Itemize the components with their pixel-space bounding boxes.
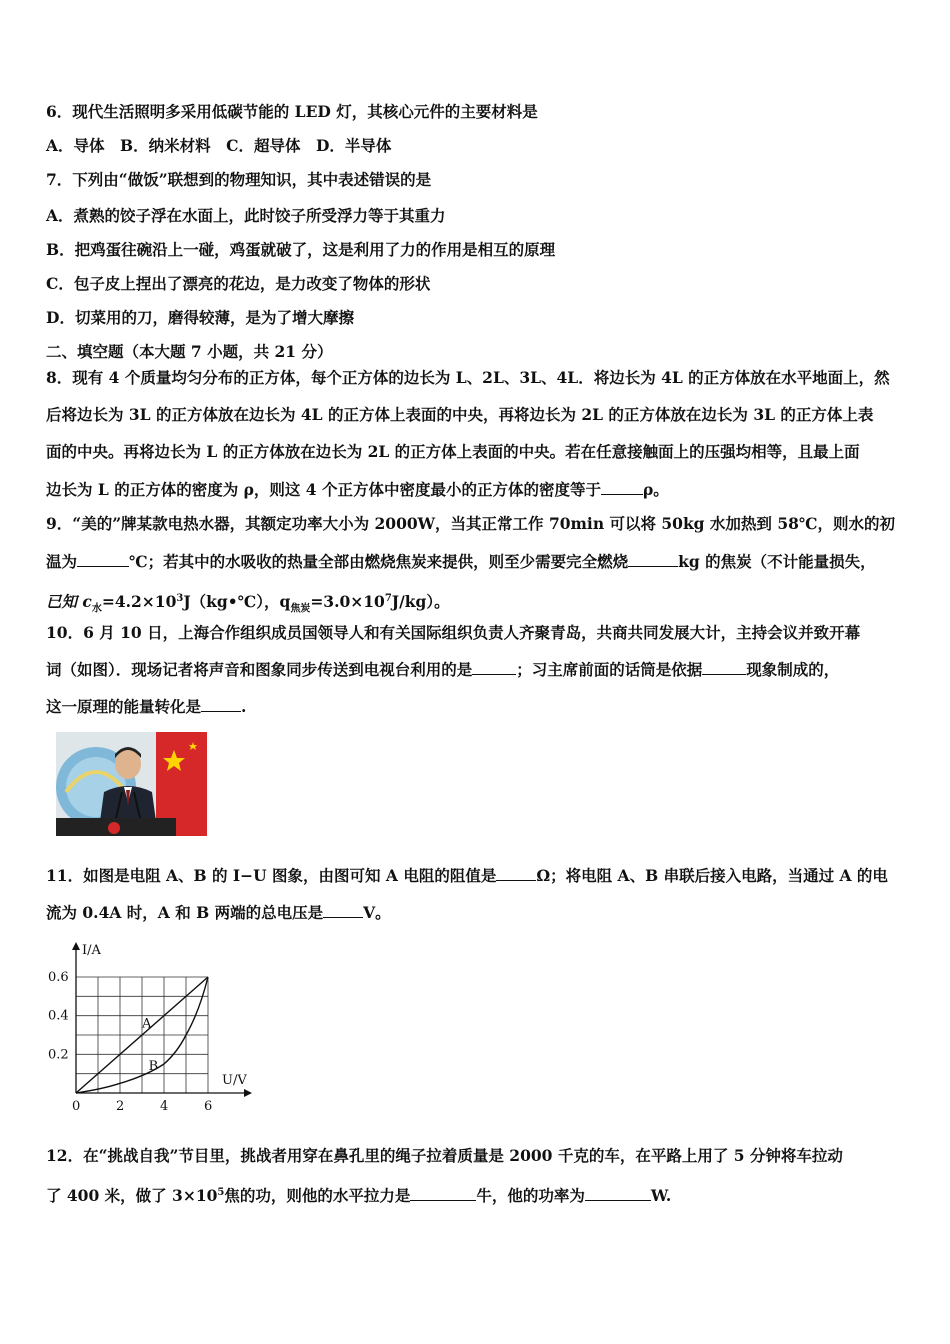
x-tick-label: 2 xyxy=(116,1099,125,1114)
q10-line2-text-a: 词（如图）．现场记者将声音和图象同步传送到电视台利用的是 xyxy=(46,660,473,679)
q7-stem: 7．下列由“做饭”联想到的物理知识，其中表述错误的是 xyxy=(46,170,432,189)
x-tick-label: 0 xyxy=(72,1099,81,1114)
x-tick-label: 4 xyxy=(160,1099,169,1114)
q9-blank-initial-temp[interactable] xyxy=(77,552,129,567)
q10-blank-phenomenon[interactable] xyxy=(702,660,746,675)
q9-q-subscript: 焦炭 xyxy=(290,603,311,615)
q11-line1-text-b: Ω；将电阻 A、B 串联后接入电路，当通过 A 的电 xyxy=(536,866,888,885)
q10-line3 xyxy=(46,697,246,717)
q9-blank-coke-mass[interactable] xyxy=(628,552,678,567)
iu-chart-svg xyxy=(46,938,266,1118)
x-axis-arrow xyxy=(244,1089,252,1097)
y-axis-label: I/A xyxy=(82,943,101,958)
q8-line1: 8．现有 4 个质量均匀分布的正方体，每个正方体的边长为 L、2L、3L、4L．将边长为 4L 的正方体放在水平地面上，然 xyxy=(46,368,890,387)
q8-line2: 后将边长为 3L 的正方体放在边长为 4L 的正方体上表面的中央，再将边长为 2L 的正方体放在边长为 3L 的正方体上表 xyxy=(46,405,874,424)
q11-line2 xyxy=(46,903,391,923)
series-b-label: B xyxy=(148,1058,159,1074)
q10-line2-text-c: 现象制成的， xyxy=(746,660,840,679)
q10-line3-end: . xyxy=(241,697,247,716)
q11-line1-text-a: 11．如图是电阻 A、B 的 I−U 图象，由图可知 A 电阻的阻值是 xyxy=(46,866,497,885)
iu-chart xyxy=(46,938,266,1118)
speaker-photo xyxy=(56,732,207,836)
q10-line3-text: 这一原理的能量转化是 xyxy=(46,697,202,716)
q7-option-c: C．包子皮上捏出了漂亮的花边，是力改变了物体的形状 xyxy=(46,274,431,293)
q10-line1: 10．6 月 10 日，上海合作组织成员国领导人和有关国际组织负责人齐聚青岛，共商共同发展大计，主持会议并致开幕 xyxy=(46,623,861,642)
y-axis-arrow xyxy=(72,942,80,950)
q8-line4-text: 边长为 L 的正方体的密度为 ρ，则这 4 个正方体中密度最小的正方体的密度等于 xyxy=(46,480,601,499)
q9-q-unit: J/kg）。 xyxy=(391,592,450,612)
q7-option-a: A．煮熟的饺子浮在水面上，此时饺子所受浮力等于其重力 xyxy=(46,206,446,225)
x-tick-label: 6 xyxy=(204,1099,213,1114)
y-tick-label: 0.2 xyxy=(48,1047,69,1063)
y-tick-label: 0.4 xyxy=(48,1008,69,1024)
q11-line2-text: 流为 0.4A 时，A 和 B 两端的总电压是 xyxy=(46,903,324,922)
q9-line2 xyxy=(46,552,876,572)
q12-blank-force[interactable] xyxy=(410,1186,476,1201)
q9-line2-text-b: ℃；若其中的水吸收的热量全部由燃烧焦炭来提供，则至少需要完全燃烧 xyxy=(129,552,629,571)
q9-c-subscript: 水 xyxy=(91,603,102,615)
q9-line2-text-c: kg 的焦炭（不计能量损失， xyxy=(678,552,876,571)
q6-options: A．导体 B．纳米材料 C．超导体 D．半导体 xyxy=(46,136,392,155)
q11-blank-voltage[interactable] xyxy=(323,903,363,918)
q12-line2-text-b: 焦的功，则他的水平拉力是 xyxy=(224,1186,411,1206)
q12-blank-power[interactable] xyxy=(585,1186,651,1201)
q12-line1: 12．在“挑战自我”节目里，挑战者用穿在鼻孔里的绳子拉着质量是 2000 千克的车，在平路上用了 5 分钟将车拉动 xyxy=(46,1146,843,1165)
q9-q-value: =3.0×10 xyxy=(310,592,385,612)
q7-option-b: B．把鸡蛋往碗沿上一碰，鸡蛋就破了，这是利用了力的作用是相互的原理 xyxy=(46,240,556,259)
q9-c-exponent: 3 xyxy=(176,593,184,604)
q10-line2 xyxy=(46,660,839,680)
q10-blank-transmission[interactable] xyxy=(472,660,516,675)
q9-line1: 9．“美的”牌某款电热水器，其额定功率大小为 2000W，当其正常工作 70min 可以将 50kg 水加热到 58℃，则水的初 xyxy=(46,514,895,533)
speaker-photo-illustration xyxy=(56,732,207,836)
x-axis-label: U/V xyxy=(222,1073,247,1088)
q7-option-d: D．切菜用的刀，磨得较薄，是为了增大摩擦 xyxy=(46,308,354,327)
q11-line2-unit: V。 xyxy=(363,903,391,922)
section-heading: 二、填空题（本大题 7 小题，共 21 分） xyxy=(46,342,333,361)
q8-line3: 面的中央。再将边长为 L 的正方体放在边长为 2L 的正方体上表面的中央。若在任意接触面上的压强均相等，且最上面 xyxy=(46,442,860,461)
q10-blank-energy[interactable] xyxy=(201,697,241,712)
q12-work-exponent: 5 xyxy=(217,1187,225,1198)
q12-line2-unit: W. xyxy=(650,1186,672,1206)
q9-c-value: =4.2×10 xyxy=(101,592,177,612)
q12-line2 xyxy=(46,1183,671,1206)
q9-line2-text-a: 温为 xyxy=(46,552,78,571)
q9-c-unit: J（kg•℃），q xyxy=(183,592,291,612)
q8-line4 xyxy=(46,480,669,500)
q6-stem: 6．现代生活照明多采用低碳节能的 LED 灯，其核心元件的主要材料是 xyxy=(46,102,538,121)
q11-blank-resistance[interactable] xyxy=(496,866,536,881)
q10-line2-text-b: ；习主席前面的话筒是依据 xyxy=(516,660,703,679)
q8-answer-blank[interactable] xyxy=(601,480,643,495)
q9-q-exponent: 7 xyxy=(384,593,392,604)
q12-line2-text-c: 牛，他的功率为 xyxy=(476,1186,585,1206)
q8-line4-unit: ρ。 xyxy=(642,480,669,499)
q11-line1 xyxy=(46,866,888,886)
q12-line2-text-a: 了 400 米，做了 3×10 xyxy=(46,1186,218,1206)
q9-line3 xyxy=(46,589,450,619)
q9-c-symbol: 已知 c xyxy=(46,592,92,612)
y-tick-label: 0.6 xyxy=(48,970,69,985)
series-a-label: A xyxy=(142,1016,152,1032)
